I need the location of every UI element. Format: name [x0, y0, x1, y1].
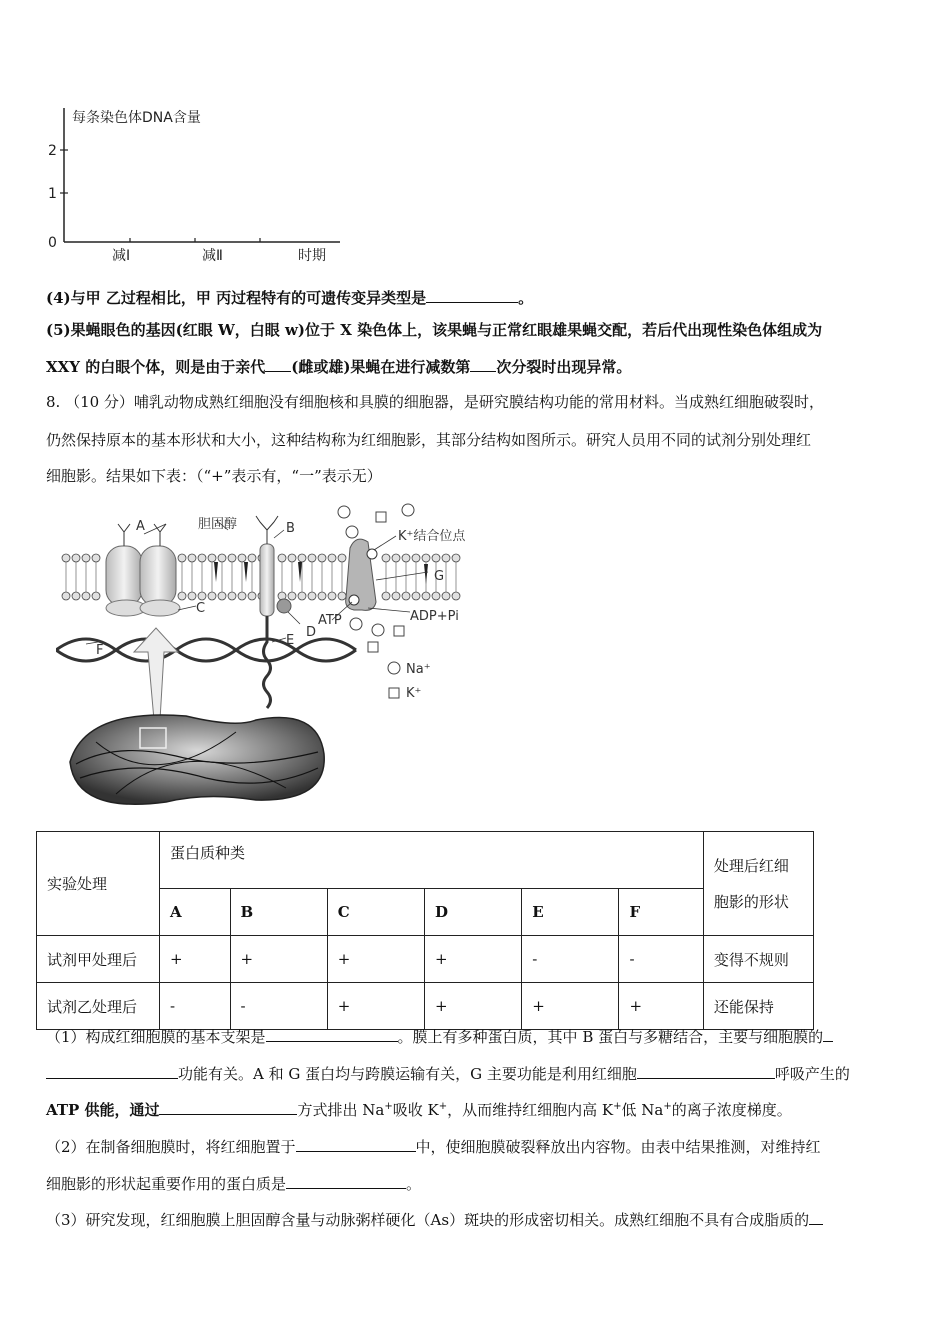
protein-b: [260, 544, 274, 616]
graph-ylabel: 每条染色体DNA含量: [72, 110, 201, 126]
col-header: B: [230, 889, 327, 936]
q8-part1-line1: （1）构成红细胞膜的基本支架是 。膜上有多种蛋白质，其中 B 蛋白与多糖结合，主要与细胞膜的: [46, 1025, 833, 1047]
label-g: G: [434, 569, 445, 584]
header-shape: 处理后红细 胞影的形状: [703, 832, 813, 936]
label-c: C: [196, 601, 206, 616]
q7-part5-line1: (5)果蝇眼色的基因(红眼 W，白眼 w)位于 X 染色体上，该果蝇与正常红眼雄果蝇交配，若后代出现性染色体组成为: [46, 321, 823, 339]
table-cell: +: [327, 983, 424, 1030]
q8-part2-line2: 细胞影的形状起重要作用的蛋白质是 。: [46, 1172, 421, 1194]
q8-part1-line2: 功能有关。A 和 G 蛋白均与跨膜运输有关，G 主要功能是利用红细胞 呼吸产生的: [46, 1062, 850, 1084]
col-header: E: [522, 889, 619, 936]
graph-xtick: 减Ⅰ: [112, 248, 131, 264]
table-cell: -: [230, 983, 327, 1030]
table-row: [37, 936, 814, 983]
protein-a: [140, 546, 176, 606]
table-cell: +: [327, 936, 424, 983]
table-cell: +: [424, 983, 521, 1030]
graph-ytick: 1: [48, 186, 57, 202]
label-adp: ADP+Pi: [410, 609, 459, 624]
zoom-arrow: [134, 628, 178, 720]
label-e: E: [286, 633, 295, 648]
answer-blank[interactable]: [265, 355, 291, 372]
q7-part4: (4)与甲 乙过程相比，甲 丙过程特有的可遗传变异类型是 。: [46, 286, 533, 308]
q8-stem-line3: 细胞影。结果如下表：（“+”表示有，“一”表示无）: [46, 467, 382, 485]
answer-blank[interactable]: [809, 1208, 823, 1225]
protein-d: [277, 599, 291, 613]
table-cell: +: [424, 936, 521, 983]
graph-ytick: 2: [48, 143, 57, 159]
table-cell: +: [522, 983, 619, 1030]
results-table: [36, 831, 814, 1030]
answer-blank[interactable]: [470, 355, 496, 372]
label-a: A: [136, 519, 145, 534]
q8-part2-line1: （2）在制备细胞膜时，将红细胞置于 中，使细胞膜破裂释放出内容物。由表中结果推测，对维持红: [46, 1135, 821, 1157]
label-k-site: K⁺结合位点: [398, 529, 466, 544]
label-d: D: [306, 625, 317, 640]
table-cell: +: [230, 936, 327, 983]
graph-xtick: 时期: [298, 248, 326, 264]
legend-na: Na⁺: [406, 662, 431, 677]
col-header: D: [424, 889, 521, 936]
answer-blank[interactable]: [296, 1135, 416, 1152]
q8-part1-line3: ATP 供能，通过 方式排出 Na+吸收 K+，从而维持红细胞内高 K+低 Na+的离子浓度梯度。: [46, 1098, 792, 1120]
shape-cell: 还能保持: [703, 983, 813, 1030]
col-header: F: [619, 889, 703, 936]
answer-blank[interactable]: [823, 1025, 833, 1042]
q8-stem-line2: 仍然保持原本的基本形状和大小，这种结构称为红细胞影，其部分结构如图所示。研究人员用不同的试剂分别处理红: [46, 431, 812, 449]
label-f: F: [96, 643, 104, 658]
red-blood-cell: [70, 715, 324, 804]
q8-stem-line1: 8. （10 分）哺乳动物成熟红细胞没有细胞核和具膜的细胞器，是研究膜结构功能的常用材料。当成熟红细胞破裂时，: [46, 393, 824, 411]
protein-a: [106, 546, 142, 606]
col-header: A: [159, 889, 230, 936]
protein-c: [140, 600, 180, 616]
shape-cell: 变得不规则: [703, 936, 813, 983]
answer-blank[interactable]: [426, 286, 518, 303]
table-cell: -: [522, 936, 619, 983]
q8-part3-line1: （3）研究发现，红细胞膜上胆固醇含量与动脉粥样硬化（As）斑块的形成密切相关。成熟红细胞不具有合成脂质的: [46, 1208, 823, 1230]
graph-xtick: 减Ⅱ: [202, 248, 223, 264]
label-b: B: [286, 521, 295, 536]
answer-blank[interactable]: [286, 1172, 406, 1189]
table-cell: -: [159, 983, 230, 1030]
row-label: 试剂甲处理后: [37, 936, 160, 983]
graph-ytick: 0: [48, 235, 57, 251]
label-cholesterol: 胆固醇: [198, 517, 238, 532]
header-treatment: 实验处理: [37, 832, 160, 936]
table-row: [37, 983, 814, 1030]
answer-blank[interactable]: [637, 1062, 775, 1079]
header-protein-types: 蛋白质种类: [159, 832, 703, 889]
row-label: 试剂乙处理后: [37, 983, 160, 1030]
red-cell-membrane-figure: [56, 502, 516, 820]
label-atp: ATP: [318, 613, 342, 628]
q7-part5-line2: XXY 的白眼个体，则是由于亲代 (雌或雄)果蝇在进行减数第 次分裂时出现异常。: [46, 355, 631, 377]
answer-blank[interactable]: [46, 1062, 178, 1079]
answer-blank[interactable]: [159, 1098, 297, 1115]
table-cell: +: [159, 936, 230, 983]
legend-k: K⁺: [406, 686, 422, 701]
table-cell: +: [619, 983, 703, 1030]
glycan-chain: [256, 516, 278, 544]
col-header: C: [327, 889, 424, 936]
answer-blank[interactable]: [266, 1025, 398, 1042]
dna-content-graph: [40, 100, 350, 265]
table-cell: -: [619, 936, 703, 983]
